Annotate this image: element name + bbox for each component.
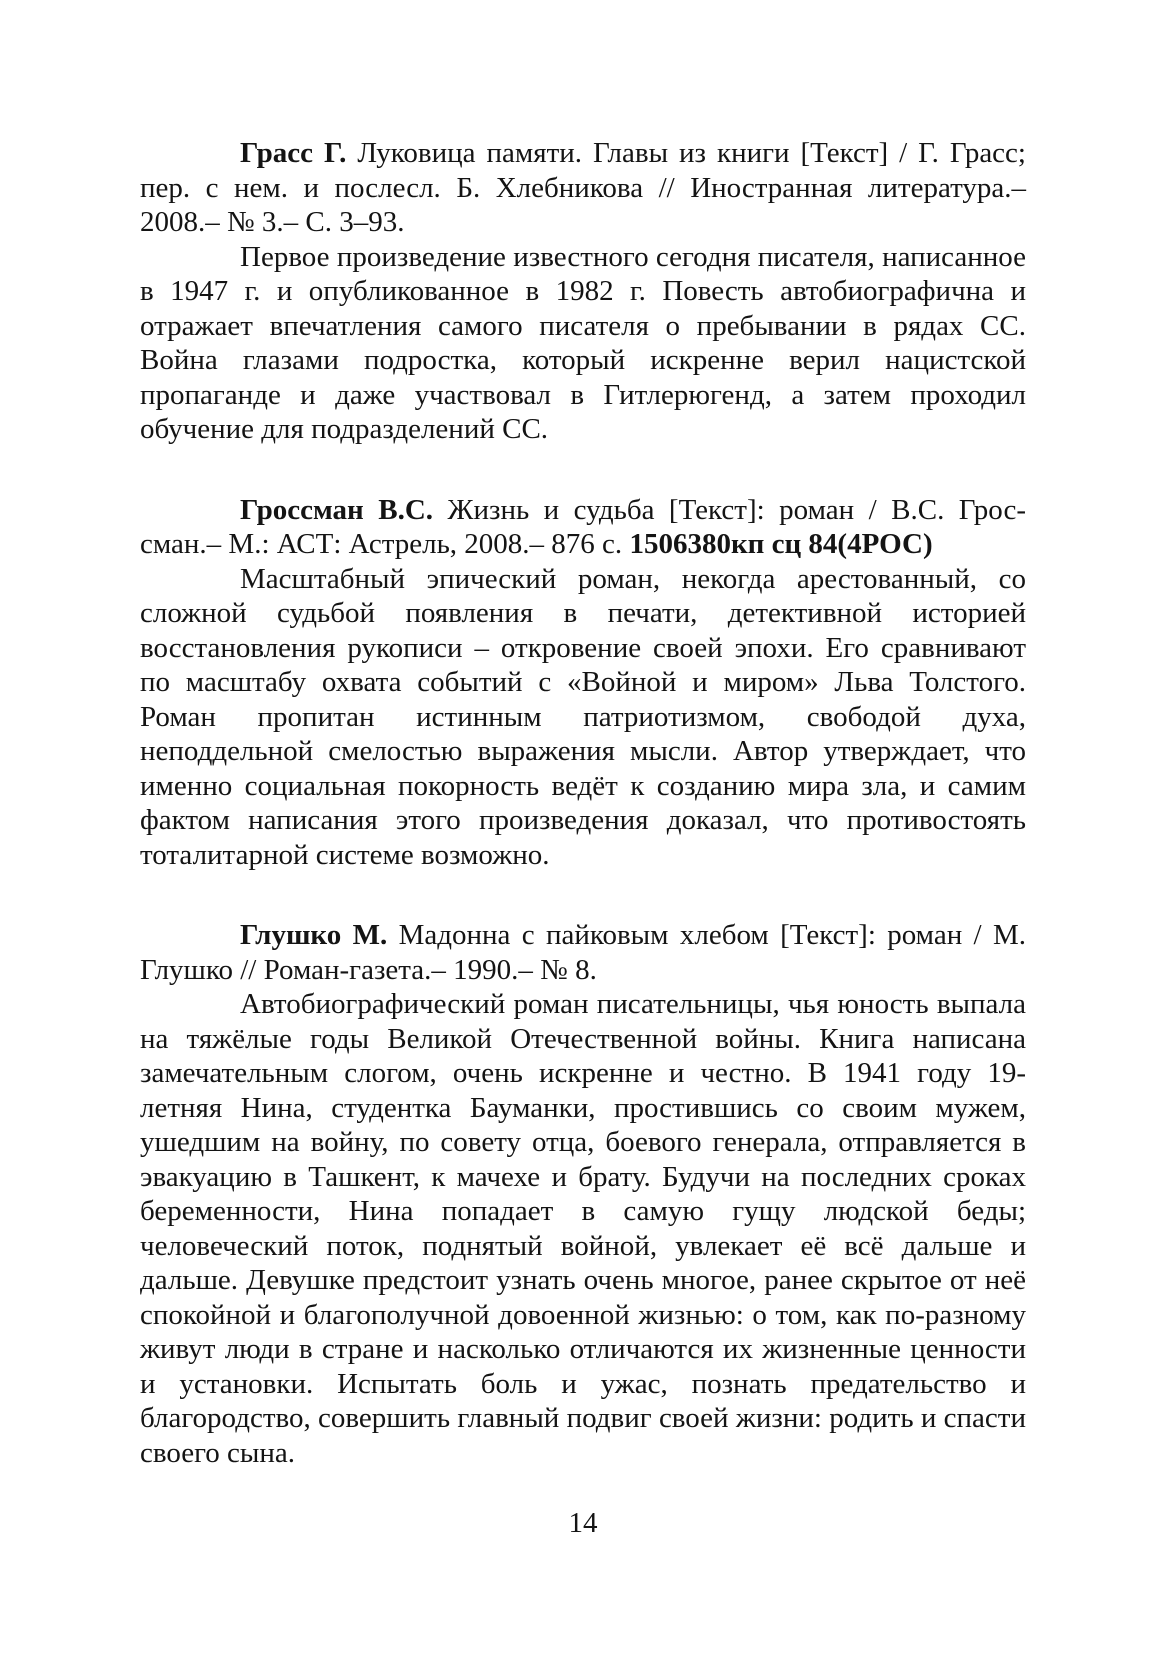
entry-author: Гроссман В.С. bbox=[240, 493, 434, 526]
entry-annotation: Масштабный эпический роман, некогда арестованный, со сложной судьбой появления в печати, детективной историей восстановления рукописи – откровение своей эпохи. Его сравнивают по масштабу охвата событий с «Войной и миром» Льва Толстого. Роман пропитан истинным патриотизмом, свободой духа, неподдельной смелостью выражения мысли. Автор утверждает, что именно социальная покорность ведёт к созданию мира зла, и самим фактом написания этого произведения доказал, что противостоять тоталитарной системе возможно. bbox=[140, 562, 1026, 871]
entry-citation-text: Жизнь и судьба [Текст]: роман / В.С. Гроссман.– М.: АСТ: Астрель, 2008.– 876 с. bbox=[140, 493, 1027, 560]
document-page bbox=[140, 136, 1026, 1516]
entry-citation bbox=[140, 136, 1026, 240]
entry-citation bbox=[140, 918, 1026, 987]
bibliography-entry-glushko bbox=[140, 918, 1026, 1470]
entry-citation bbox=[140, 493, 1026, 562]
entry-shelfmark: 1506380кп сц 84(4РОС) bbox=[629, 528, 933, 560]
page-number: 14 bbox=[568, 1507, 598, 1539]
entry-citation-text: Мадонна с пайковым хлебом [Текст]: роман / М. Глушко // Роман-газета.– 1990.– № 8. bbox=[140, 919, 1026, 986]
entry-annotation: Автобиографический роман писательницы, чья юность выпала на тяжёлые годы Великой Отечественной войны. Книга написана замечательным слогом, очень искренне и честно. В 1941 году 19-летняя Нина, студентка Бауманки, простившись со своим мужем, ушедшим на войну, по совету отца, боевого генерала, отправляется в эвакуацию в Ташкент, к мачехе и брату. Будучи на последних сроках беременности, Нина попадает в самую гущу людской беды; человеческий поток, поднятый войной, увлекает её всё дальше и дальше. Девушке предстоит узнать очень многое, ранее скрытое от неё спокойной и благополучной довоенной жизнью: о том, как по-разному живут люди в стране и насколько отличаются их жизненные ценности и установки. Испытать боль и ужас, познать предательство и благородство, совершить главный подвиг своей жизни: родить и спасти своего сына. bbox=[140, 988, 1026, 1469]
bibliography-entry-grass bbox=[140, 136, 1026, 447]
bibliography-entry-grossman bbox=[140, 493, 1026, 873]
entry-annotation: Первое произведение известного сегодня писателя, написанное в 1947 г. и опубликованное в 1982 г. Повесть автобиографична и отражает впечатления самого писателя о пребывании в рядах СС. Война глазами подростка, который искренне верил нацистской пропаганде и даже участвовал в Гитлерюгенд, а затем проходил обучение для подразделений СС. bbox=[140, 240, 1026, 445]
entry-citation-text: Луковица памяти. Главы из книги [Текст] / Г. Грасс; пер. с нем. и послесл. Б. Хлебникова // Иностранная литература.– 2008.– № 3.– С. 3–93. bbox=[140, 137, 1026, 238]
entry-author: Грасс Г. bbox=[240, 137, 347, 169]
entry-author: Глушко М. bbox=[240, 919, 388, 951]
